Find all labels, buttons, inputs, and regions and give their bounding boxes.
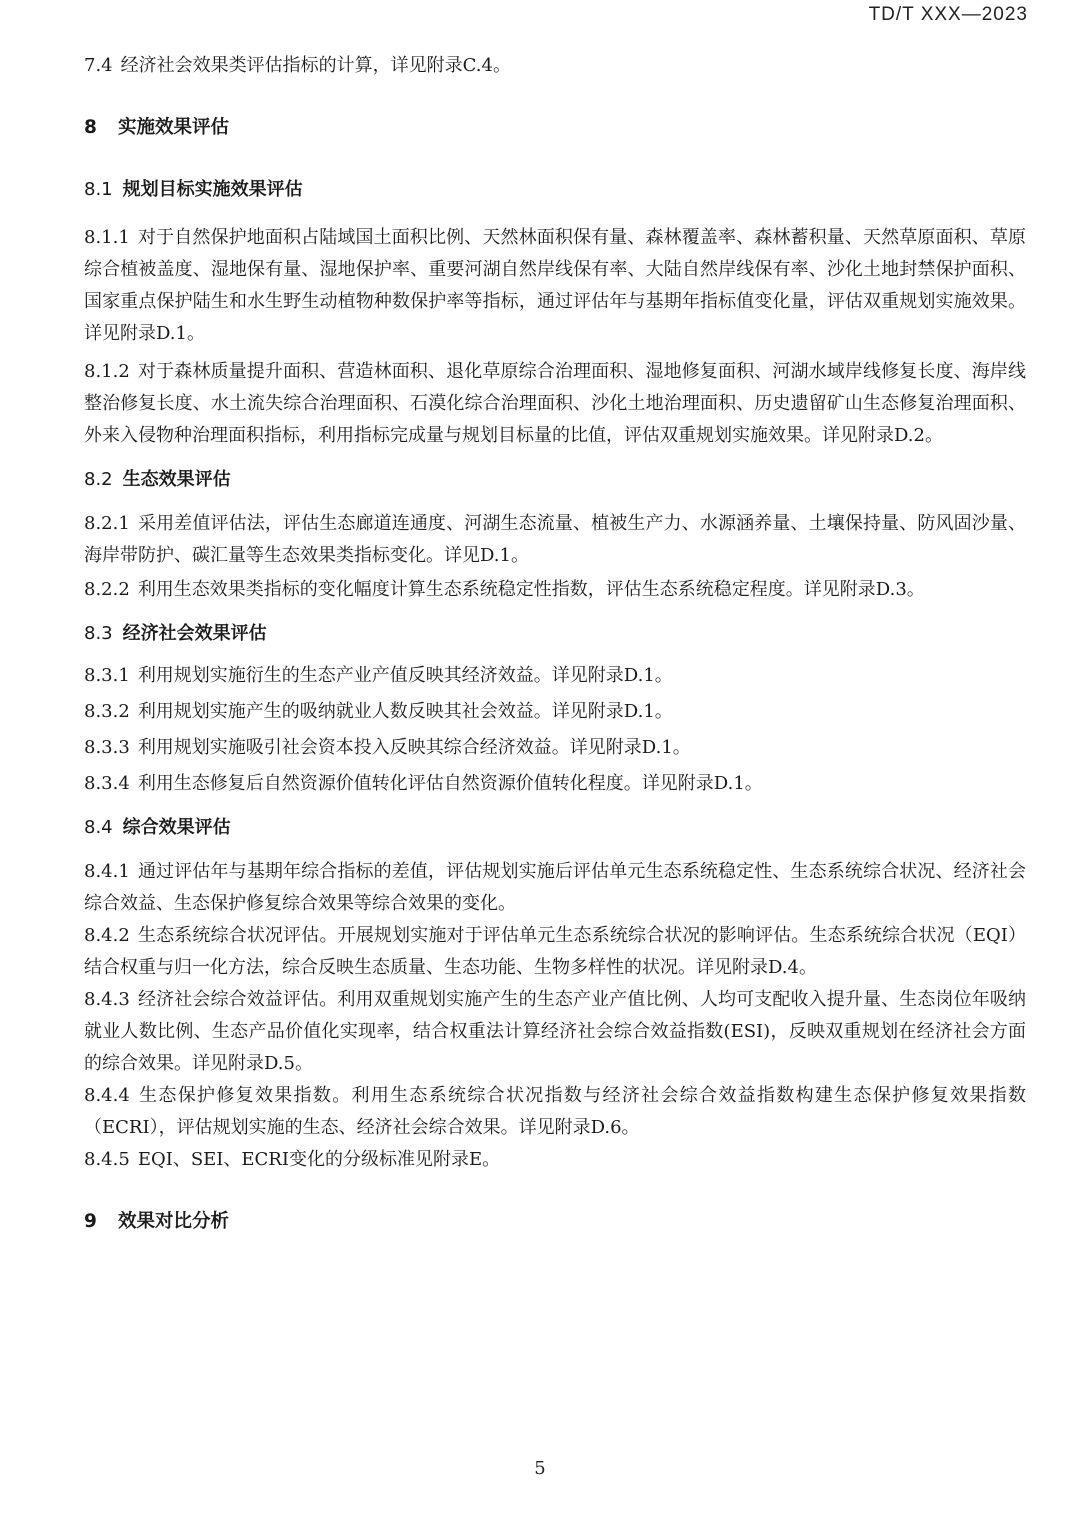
clause-8-2-1 (84, 508, 1026, 572)
clause-number: 8.2.2 (84, 579, 130, 600)
clause-number: 8.3.2 (84, 701, 130, 722)
clause-text: EQI、SEI、ECRI变化的分级标准见附录E。 (137, 1149, 501, 1170)
clause-8-3-4 (84, 768, 1026, 800)
clause-number: 8.3.4 (84, 773, 130, 794)
clause-number: 8.4.4 (84, 1085, 130, 1106)
clause-number: 8.3.3 (84, 737, 130, 758)
clause-number: 7.4 (84, 55, 113, 76)
clause-text: 生态系统综合状况评估。开展规划实施对于评估单元生态系统综合状况的影响评估。生态系统综合状况（EQI）结合权重与归一化方法，综合反映生态质量、生态功能、生物多样性的状况。详见附录D.4。 (84, 925, 1026, 978)
clause-number: 8.4.3 (84, 989, 130, 1010)
clause-text: 利用规划实施吸引社会资本投入反映其综合经济效益。详见附录D.1。 (137, 737, 691, 758)
section-title: 实施效果评估 (118, 117, 230, 138)
document-body (84, 50, 1026, 1238)
clause-8-4-4 (84, 1080, 1026, 1144)
subsection-heading-8-4 (84, 812, 1026, 844)
clause-text: 对于自然保护地面积占陆域国土面积比例、天然林面积保有量、森林覆盖率、森林蓄积量、天然草原面积、草原综合植被盖度、湿地保有量、湿地保护率、重要河湖自然岸线保有率、大陆自然岸线保有率、沙化土地封禁保护面积、国家重点保护陆生和水生野生动植物种数保护率等指标，通过评估年与基期年指标值变化量，评估双重规划实施效果。详见附录D.1。 (84, 227, 1026, 344)
clause-number: 8.1.2 (84, 361, 130, 382)
subsection-number: 8.4 (84, 817, 113, 838)
clause-text: 利用生态修复后自然资源价值转化评估自然资源价值转化程度。详见附录D.1。 (137, 773, 763, 794)
clause-text: 利用生态效果类指标的变化幅度计算生态系统稳定性指数，评估生态系统稳定程度。详见附录D.3。 (137, 579, 925, 600)
clause-number: 8.4.2 (84, 925, 130, 946)
clause-number: 8.1.1 (84, 227, 130, 248)
section-number: 8 (84, 117, 97, 138)
subsection-title: 规划目标实施效果评估 (122, 179, 303, 200)
clause-text: 采用差值评估法，评估生态廊道连通度、河湖生态流量、植被生产力、水源涵养量、土壤保持量、防风固沙量、海岸带防护、碳汇量等生态效果类指标变化。详见D.1。 (84, 513, 1026, 566)
clause-8-4-1 (84, 856, 1026, 920)
clause-8-4-3 (84, 984, 1026, 1080)
clause-8-3-3 (84, 732, 1026, 764)
subsection-number: 8.3 (84, 623, 113, 644)
clause-8-3-1 (84, 660, 1026, 692)
clause-text: 利用规划实施产生的吸纳就业人数反映其社会效益。详见附录D.1。 (137, 701, 673, 722)
clause-8-4-5 (84, 1144, 1026, 1176)
subsection-title: 生态效果评估 (122, 469, 231, 490)
clause-number: 8.3.1 (84, 665, 130, 686)
section-number: 9 (84, 1211, 97, 1232)
clause-text: 经济社会效果类评估指标的计算，详见附录C.4。 (120, 55, 511, 76)
clause-number: 8.2.1 (84, 513, 130, 534)
clause-8-2-2 (84, 574, 1026, 606)
clause-text: 经济社会综合效益评估。利用双重规划实施产生的生态产业产值比例、人均可支配收入提升量、生态岗位年吸纳就业人数比例、生态产品价值化实现率，结合权重法计算经济社会综合效益指数(ESI)，反映双重规划在经济社会方面的综合效果。详见附录D.5。 (84, 989, 1026, 1074)
clause-7-4 (84, 50, 1026, 82)
clause-number: 8.4.1 (84, 861, 130, 882)
clause-text: 通过评估年与基期年综合指标的差值，评估规划实施后评估单元生态系统稳定性、生态系统综合状况、经济社会综合效益、生态保护修复综合效果等综合效果的变化。 (84, 861, 1026, 914)
subsection-title: 经济社会效果评估 (122, 623, 267, 644)
subsection-number: 8.2 (84, 469, 113, 490)
clause-8-1-1 (84, 222, 1026, 350)
clause-8-1-2 (84, 356, 1026, 452)
section-heading-8 (84, 112, 1026, 144)
section-heading-9 (84, 1206, 1026, 1238)
subsection-number: 8.1 (84, 179, 113, 200)
section-title: 效果对比分析 (118, 1211, 230, 1232)
subsection-heading-8-3 (84, 618, 1026, 650)
subsection-heading-8-2 (84, 464, 1026, 496)
clause-text: 对于森林质量提升面积、营造林面积、退化草原综合治理面积、湿地修复面积、河湖水域岸线修复长度、海岸线整治修复长度、水土流失综合治理面积、石漠化综合治理面积、沙化土地治理面积、历史遗留矿山生态修复治理面积、外来入侵物种治理面积指标，利用指标完成量与规划目标量的比值，评估双重规划实施效果。详见附录D.2。 (84, 361, 1026, 446)
clause-number: 8.4.5 (84, 1149, 130, 1170)
subsection-title: 综合效果评估 (122, 817, 231, 838)
clause-text: 利用规划实施衍生的生态产业产值反映其经济效益。详见附录D.1。 (137, 665, 673, 686)
clause-text: 生态保护修复效果指数。利用生态系统综合状况指数与经济社会综合效益指数构建生态保护修复效果指数（ECRI），评估规划实施的生态、经济社会综合效果。详见附录D.6。 (84, 1085, 1026, 1138)
document-code: TD/T XXX—2023 (868, 4, 1028, 25)
page-number: 5 (534, 1458, 546, 1479)
subsection-heading-8-1 (84, 174, 1026, 206)
clause-8-4-2 (84, 920, 1026, 984)
clause-8-3-2 (84, 696, 1026, 728)
